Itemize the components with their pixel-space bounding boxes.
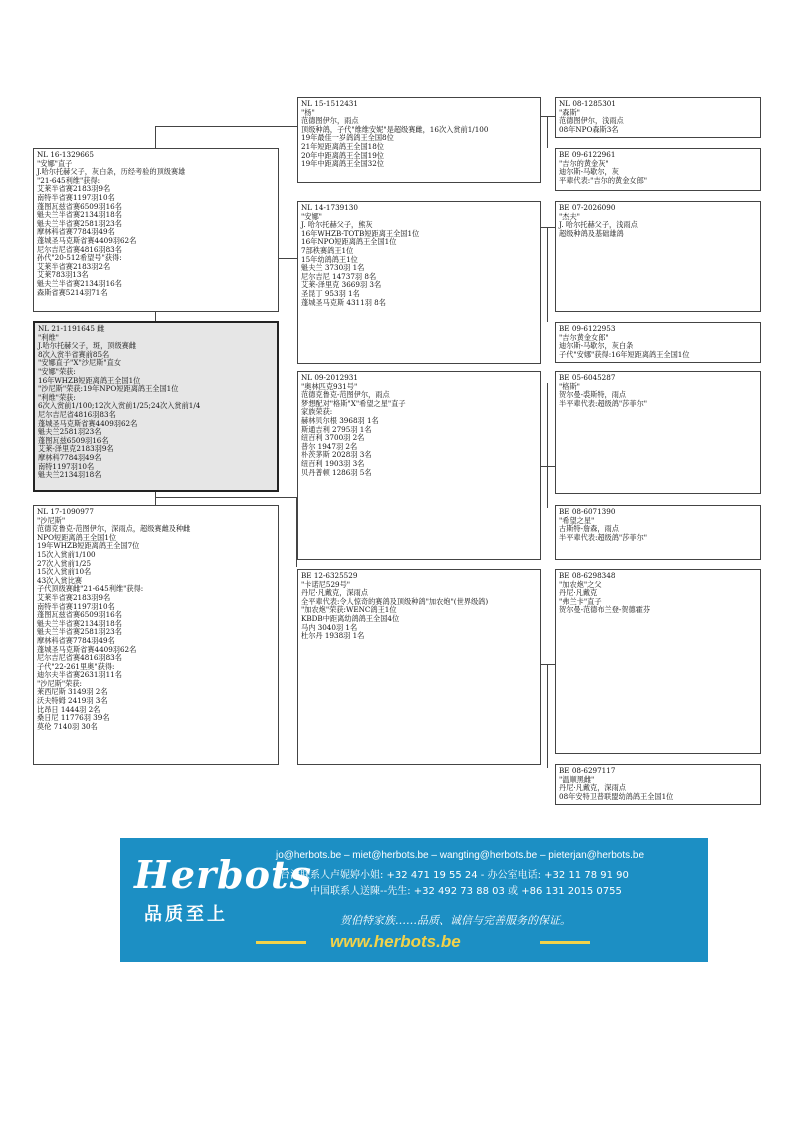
banner-slogan: 品质至上 — [144, 904, 228, 925]
pedigree-line: 孙代"20-512希望号"获得: — [37, 253, 122, 263]
pigeon-card-dam — [33, 505, 279, 765]
pedigree-line: J.哈尔托赫父子，灰白条，历经考验的顶级赛雄 — [37, 167, 186, 177]
pedigree-line: 27次入赏前1/25 — [37, 558, 92, 568]
pedigree-line: 范德图伊尔，雨点 — [301, 116, 359, 126]
pedigree-line: 杜尔丹 1938羽 1名 — [301, 631, 365, 641]
pedigree-line: 蓬图瓦兹省赛6509羽16名 — [37, 201, 122, 211]
pedigree-line: 蓬城圣马克斯省赛4409羽62名 — [37, 235, 137, 245]
pedigree-line: 艾莱-泽里克 3669羽 3名 — [301, 280, 382, 290]
pedigree-line: 魁夫兰半省赛2134羽16名 — [37, 278, 122, 288]
pedigree-line: 15次入赏前1/100 — [37, 549, 96, 559]
pedigree-line: 魁夫兰 3730羽 1名 — [301, 263, 365, 273]
banner-tagline: 贺伯特家族……品质、诚信与完善服务的保证。 — [340, 914, 571, 927]
pedigree-line: 魁夫兰半省赛2134羽18名 — [37, 618, 122, 628]
connector — [155, 126, 297, 127]
pedigree-line: 20年中距离鸽王全国19位 — [301, 150, 384, 160]
pedigree-line: 摩林科7784羽49名 — [38, 452, 102, 462]
pedigree-line: 19年最佳一岁鸽鸽王全国8位 — [301, 133, 394, 143]
pedigree-line: 摩林科省赛7784羽49名 — [37, 635, 115, 645]
herbots-logo: Herbots — [134, 852, 312, 897]
connector — [541, 116, 555, 117]
pigeon-card-main — [33, 321, 279, 492]
pedigree-line: 19年WHZB短距离鸽王全国7位 — [37, 541, 140, 551]
pedigree-line: 魁夫兰2581羽23名 — [38, 427, 102, 437]
pedigree-line: 迪尔夫半省赛2631羽11名 — [37, 670, 122, 680]
pedigree-line: 尼尔吉尼省赛4816羽83名 — [37, 244, 122, 254]
pedigree-line: 艾莱半省赛2183羽2名 — [37, 261, 111, 271]
connector — [155, 126, 156, 148]
pedigree-line: "利维" — [38, 332, 59, 342]
pigeon-card-dam-sire — [297, 371, 541, 560]
ring-number: NL 16-1329665 — [37, 150, 94, 159]
connector — [541, 227, 555, 228]
pedigree-line: "希望之星" — [559, 515, 595, 525]
pigeon-card-sire-dam — [297, 201, 541, 364]
contact-emails[interactable]: jo@herbots.be – miet@herbots.be – wangting@herbots.be – pieterjan@herbots.be — [276, 850, 645, 861]
pedigree-line: 纽百利 1903羽 3名 — [301, 458, 365, 468]
pedigree-line: 艾莱半省赛2183羽9名 — [37, 592, 111, 602]
pedigree-line: "杰夫" — [559, 211, 580, 221]
pedigree-line: 南特半省赛1197羽10名 — [37, 601, 115, 611]
connector — [155, 312, 156, 321]
pedigree-line: "安娜"荣获: — [38, 366, 76, 376]
pedigree-line: 魁夫兰半省赛2134羽18名 — [37, 210, 122, 220]
pedigree-line: "沙尼斯"荣获:19年NPO短距离鸽王全国1位 — [38, 384, 179, 394]
ring-number: NL 21-1191645 雌 — [38, 324, 105, 333]
pedigree-line: 古斯特-詹森，雨点 — [559, 524, 619, 534]
pedigree-line: 全平辈代表:令人惊奇的赛鸽及顶级种鸽"加农炮"(世界级鸽) — [301, 596, 489, 606]
pigeon-card-sdd — [555, 322, 761, 363]
website-link[interactable]: www.herbots.be — [330, 932, 461, 951]
pedigree-line: "21-645利维"获得: — [37, 175, 101, 185]
pedigree-line: 6次入赏前1/100;12次入赏前1/25;24次入赏前1/4 — [38, 401, 201, 411]
pedigree-line: 43次入赏比赛 — [37, 575, 83, 585]
pedigree-line: "安娜直子"X"沙尼斯"直女 — [38, 358, 122, 368]
pedigree-line: 16年WHZB短距离鸽王全国1位 — [38, 375, 141, 385]
pedigree-line: "安娜" — [301, 211, 322, 221]
ring-number: BE 12-6325529 — [301, 571, 358, 580]
connector — [541, 466, 555, 467]
pedigree-line: 魁夫兰半省赛2581羽23名 — [37, 218, 122, 228]
pedigree-line: 艾莱-泽里克2183羽9名 — [38, 444, 114, 454]
pedigree-line: 16年NPO短距离鸽王全国1位 — [301, 237, 397, 247]
connector — [279, 258, 297, 259]
pedigree-line: 蓬图瓦兹6509羽16名 — [38, 435, 109, 445]
pedigree-line: 纽百利 3700羽 2名 — [301, 433, 365, 443]
pedigree-line: 超级种鸽及基础雄鸽 — [559, 228, 624, 238]
pedigree-line: "沙尼斯"荣获: — [37, 678, 82, 688]
pedigree-line: 马内 3040羽 1名 — [301, 622, 358, 632]
ring-number: BE 05-6045287 — [559, 373, 616, 382]
pedigree-line: "吉尔的黄金灰" — [559, 158, 609, 168]
pedigree-line: 艾莱783羽13名 — [37, 270, 89, 280]
ring-number: NL 17-1090977 — [37, 507, 94, 516]
pedigree-line: 子代"22-261里奥"获得: — [37, 661, 115, 671]
pedigree-line: 蓬城圣马克斯 4311羽 8名 — [301, 297, 386, 307]
pedigree-line: "吉尔黄金女郎" — [559, 332, 609, 342]
pedigree-line: NPO短距离鸽王全国1位 — [37, 532, 117, 542]
connector — [541, 664, 555, 665]
pigeon-card-sss — [555, 97, 761, 138]
pedigree-line: 圣昆丁 953羽 1名 — [301, 288, 360, 298]
pedigree-line: 半平辈代表:超级鸽"莎菲尔" — [559, 532, 648, 542]
pigeon-card-dsd — [555, 505, 761, 560]
herbots-banner — [120, 838, 708, 962]
pedigree-line: 贝丹普顿 1286羽 5名 — [301, 467, 372, 477]
ring-number: BE 08-6298348 — [559, 571, 616, 580]
pedigree-line: 迪尔斯-马歇尔，灰 — [559, 167, 619, 177]
pedigree-line: 朴茨茅斯 2028羽 3名 — [301, 450, 372, 460]
pedigree-line: 斯通吉利 2795羽 1名 — [301, 424, 372, 434]
pedigree-line: 艾莱半省赛2183羽9名 — [37, 184, 111, 194]
pedigree-line: 半平辈代表:超级鸽"莎菲尔" — [559, 398, 648, 408]
pedigree-line: 16年WHZB-TOTB短距离王全国1位 — [301, 228, 420, 238]
pedigree-line: 丹尼·凡戴克 — [559, 588, 598, 598]
pigeon-card-ddd — [555, 764, 761, 805]
pedigree-line: 范德克鲁克-范图伊尔，雨点 — [301, 390, 390, 400]
pedigree-line: "安娜"直子 — [37, 158, 73, 168]
pedigree-line: 子代"安娜"获得:16年短距离鸽王全国1位 — [559, 349, 690, 359]
pedigree-line: 南特半省赛1197羽10名 — [37, 192, 115, 202]
pedigree-line: 尼尔吉尼省赛4816羽83名 — [37, 653, 122, 663]
pedigree-line: 15次入赏前10名 — [37, 567, 92, 577]
ring-number: NL 08-1285301 — [559, 99, 616, 108]
ring-number: BE 08-6071390 — [559, 507, 616, 516]
pedigree-line: KBDB中距离幼鸽鸽王全国4位 — [301, 613, 400, 623]
pedigree-line: 贺尔曼-裘斯特，雨点 — [559, 390, 627, 400]
pedigree-line: 森斯省赛5214羽71名 — [37, 287, 108, 297]
pigeon-card-ssd — [555, 148, 761, 191]
pedigree-line: 丹尼·凡戴克，深雨点 — [559, 783, 626, 793]
pedigree-line: "弗兰卡"直子 — [559, 596, 602, 606]
pigeon-card-sire-sire — [297, 97, 541, 183]
pedigree-line: "沙尼斯" — [37, 515, 66, 525]
pedigree-line: 子代顶级赛雌"21-645利维"获得: — [37, 584, 144, 594]
pedigree-line: 顶级种鸽，子代"维维安妮"是超级赛雌，16次入赏前1/100 — [301, 124, 489, 134]
pedigree-line: J. 哈尔托赫父子，熊灰 — [301, 220, 373, 230]
pedigree-line: 比昂日 1444羽 2名 — [37, 704, 101, 714]
pedigree-line: 梦想配对"格斯"X"希望之星"直子 — [301, 398, 406, 408]
pedigree-line: 丹尼·凡戴克，深雨点 — [301, 588, 368, 598]
pedigree-line: 普尔 1947羽 2名 — [301, 441, 358, 451]
pedigree-line: "利维"荣获: — [38, 392, 76, 402]
ring-number: NL 09-2012931 — [301, 373, 358, 382]
pedigree-line: 范德图伊尔，浅雨点 — [559, 116, 624, 126]
ring-number: NL 15-1512431 — [301, 99, 358, 108]
pedigree-line: "格斯" — [559, 381, 580, 391]
pigeon-card-sds — [555, 201, 761, 312]
pedigree-line: 尼尔吉尼 14737羽 8名 — [301, 271, 377, 281]
pedigree-line: 蓬城圣马克斯省赛4409羽62名 — [37, 644, 137, 654]
pedigree-line: 15年幼鸽鸽王1位 — [301, 254, 358, 264]
connector — [547, 116, 548, 148]
pedigree-line: 8次入赏半省赛前85名 — [38, 349, 110, 359]
ring-number: NL 14-1739130 — [301, 203, 358, 212]
pedigree-line: 蓬城圣马克斯省赛4409羽62名 — [38, 418, 138, 428]
pedigree-line: 贺尔曼-范德布兰登-贺德霍芬 — [559, 605, 651, 615]
pedigree-line: 摩林科省赛7784羽49名 — [37, 227, 115, 237]
connector — [547, 664, 548, 768]
china-contact: 中国联系人送陳--先生: +32 492 73 88 03 或 +86 131 2015 0755 — [310, 886, 622, 897]
connector — [155, 491, 156, 505]
pedigree-line: "温顺黑雌" — [559, 774, 595, 784]
pigeon-card-dss — [555, 371, 761, 494]
pedigree-line: 范德克鲁克-范图伊尔，深雨点，超级赛雌及种雌 — [37, 524, 191, 534]
pedigree-line: 尼尔吉尼省4816羽83名 — [38, 409, 116, 419]
pedigree-line: "卡诺尼529号" — [301, 579, 351, 589]
pedigree-line: 沃夫特姆 2419羽 3名 — [37, 696, 108, 706]
pedigree-line: 魁夫兰半省赛2581羽23名 — [37, 627, 122, 637]
pedigree-line: 08年NPO森斯3名 — [559, 124, 619, 134]
pigeon-card-dam-dam — [297, 569, 541, 765]
ring-number: BE 07-2026090 — [559, 203, 616, 212]
pedigree-line: 蓬图瓦兹省赛6509羽16名 — [37, 610, 122, 620]
decorative-bar-left — [256, 941, 306, 944]
pedigree-line: "加农炮"荣获:WENC鸽王1位 — [301, 605, 397, 615]
ring-number: BE 08-6297117 — [559, 766, 616, 775]
pedigree-line: 赫林贝尔根 3968羽 1名 — [301, 415, 379, 425]
pedigree-line: "奥林匹克931号" — [301, 381, 358, 391]
connector — [547, 383, 548, 508]
pedigree-line: 莱西尼斯 3149羽 2名 — [37, 687, 108, 697]
pedigree-line: 19年中距离鸽王全国32位 — [301, 159, 384, 169]
pigeon-card-sire — [33, 148, 279, 312]
taiwan-contact: 台湾联系人卢妮婷小姐: +32 471 19 55 24 - 办公室电话: +32 11 78 91 90 — [280, 870, 629, 881]
decorative-bar-right — [540, 941, 590, 944]
pedigree-line: "加农炮"之父 — [559, 579, 602, 589]
pedigree-line: 家族荣获: — [301, 407, 333, 417]
connector — [547, 227, 548, 322]
pedigree-line: 南特1197羽10名 — [38, 461, 95, 471]
pedigree-line: "森斯" — [559, 107, 580, 117]
pedigree-line: 桑日尼 11776羽 39名 — [37, 713, 110, 723]
pedigree-line: J.哈尔托赫父子，斑，顶级赛雌 — [38, 341, 137, 351]
pedigree-line: J. 哈尔托赫父子，浅雨点 — [559, 220, 638, 230]
pedigree-line: 08年安特卫普联盟幼鸽鸽王全国1位 — [559, 791, 674, 801]
pedigree-line: 魁夫兰2134羽18名 — [38, 470, 102, 480]
connector — [155, 497, 297, 498]
pedigree-line: 迪尔斯-马歇尔，灰白条 — [559, 341, 634, 351]
pedigree-line: 平辈代表:"吉尔的黄金女郎" — [559, 175, 648, 185]
ring-number: BE 09-6122953 — [559, 324, 616, 333]
pedigree-line: 21年短距离鸽王全国18位 — [301, 141, 384, 151]
pedigree-line: "杨" — [301, 107, 315, 117]
pigeon-card-dds — [555, 569, 761, 754]
pedigree-line: 莫伦 7140羽 30名 — [37, 721, 98, 731]
pedigree-line: 7部秩赛鸽王1位 — [301, 245, 354, 255]
ring-number: BE 09-6122961 — [559, 150, 616, 159]
